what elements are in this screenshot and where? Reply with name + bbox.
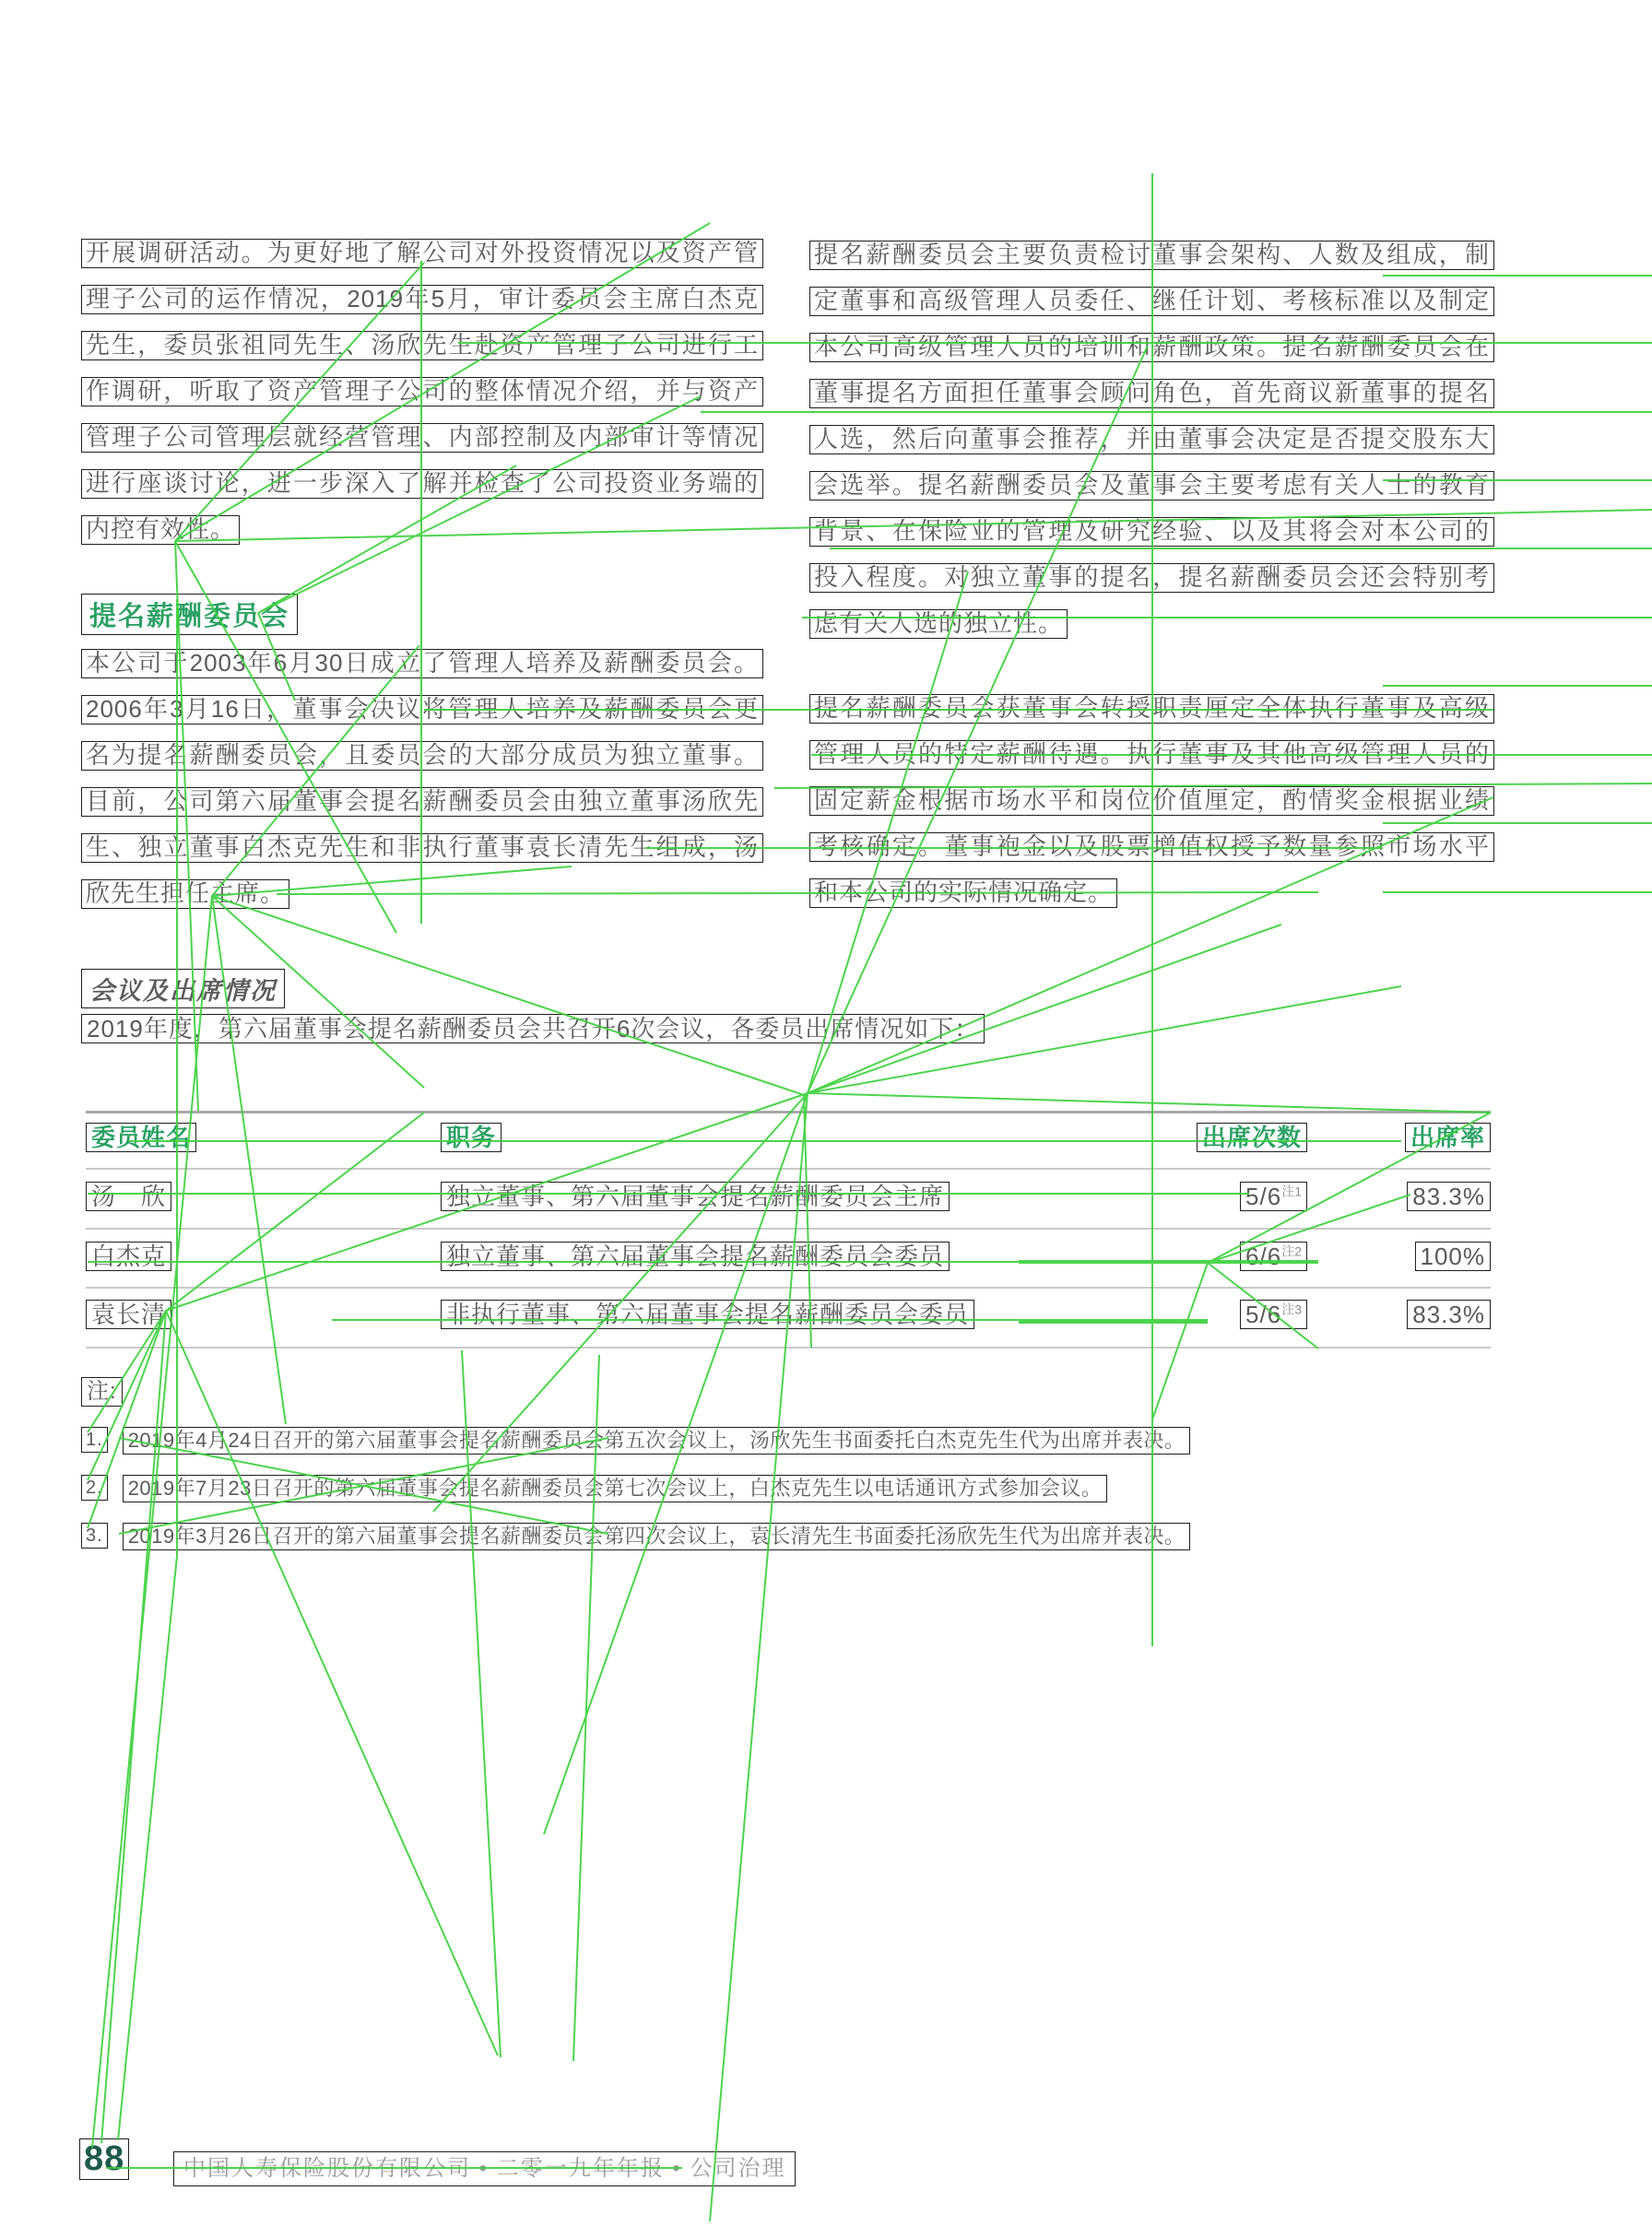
text-line: 管理子公司管理层就经营管理、内部控制及内部审计等情况 bbox=[81, 423, 763, 453]
table-row bbox=[86, 1300, 1491, 1329]
meetings-intro-line bbox=[81, 1014, 985, 1043]
member-name: 袁长清 bbox=[86, 1300, 171, 1329]
left-column-paragraph-1 bbox=[81, 239, 763, 561]
note-reference: 注2 bbox=[1281, 1243, 1302, 1259]
note-number: 1. bbox=[81, 1427, 108, 1453]
header-label: 职务 bbox=[441, 1123, 502, 1152]
member-title: 独立董事、第六届董事会提名薪酬委员会主席 bbox=[441, 1182, 950, 1211]
cell-position bbox=[441, 1300, 1040, 1329]
table-rule bbox=[86, 1228, 1491, 1230]
text-line: 定董事和高级管理人员委任、继任计划、考核标准以及制定 bbox=[809, 287, 1494, 316]
table-bottom-rule bbox=[86, 1347, 1491, 1349]
text-line: 开展调研活动。为更好地了解公司对外投资情况以及资产管 bbox=[81, 239, 763, 268]
text-line: 内控有效性。 bbox=[81, 515, 240, 545]
text-line: 2006年3月16日，董事会决议将管理人培养及薪酬委员会更 bbox=[81, 695, 763, 724]
table-rule bbox=[86, 1287, 1491, 1289]
text-line: 理子公司的运作情况，2019年5月，审计委员会主席白杰克 bbox=[81, 285, 763, 314]
text-line: 董事提名方面担任董事会顾问角色，首先商议新董事的提名 bbox=[809, 379, 1494, 408]
text-line: 进行座谈讨论，进一步深入了解并检查了公司投资业务端的 bbox=[81, 469, 763, 499]
attendance-rate: 83.3% bbox=[1407, 1300, 1491, 1329]
table-rule bbox=[86, 1168, 1491, 1170]
member-title: 独立董事、第六届董事会提名薪酬委员会委员 bbox=[441, 1242, 950, 1271]
header-cell-member-name bbox=[86, 1123, 441, 1152]
member-name: 白杰克 bbox=[86, 1242, 171, 1271]
cell-position bbox=[441, 1182, 1040, 1211]
cell-member-name bbox=[86, 1182, 441, 1211]
note-number: 2. bbox=[81, 1475, 108, 1501]
table-row bbox=[86, 1182, 1491, 1211]
left-column-paragraph-2 bbox=[81, 649, 763, 925]
cell-member-name bbox=[86, 1242, 441, 1271]
text-line: 背景、在保险业的管理及研究经验、以及其将会对本公司的 bbox=[809, 517, 1494, 547]
text-line: 本公司高级管理人员的培训和薪酬政策。提名薪酬委员会在 bbox=[809, 333, 1494, 362]
cell-member-name bbox=[86, 1300, 441, 1329]
cell-rate bbox=[1307, 1300, 1491, 1329]
note-reference: 注1 bbox=[1281, 1184, 1302, 1199]
section-heading-nomination-remuneration-committee: 提名薪酬委员会 bbox=[81, 594, 298, 635]
cell-attendance bbox=[1040, 1182, 1307, 1211]
note-item bbox=[81, 1427, 1190, 1455]
text-line: 和本公司的实际情况确定。 bbox=[809, 878, 1117, 908]
header-cell-attendance bbox=[1040, 1123, 1307, 1152]
footer-text: 中国人寿保险股份有限公司 • 二零一九年年报 • 公司治理 bbox=[173, 2151, 796, 2186]
text-line: 人选，然后向董事会推荐，并由董事会决定是否提交股东大 bbox=[809, 425, 1494, 454]
text-line: 本公司于2003年6月30日成立了管理人培养及薪酬委员会。 bbox=[81, 649, 763, 678]
notes-label bbox=[81, 1377, 123, 1407]
text-line: 提名薪酬委员会主要负责检讨董事会架构、人数及组成，制 bbox=[809, 241, 1494, 270]
note-item bbox=[81, 1475, 1107, 1502]
note-reference: 注3 bbox=[1281, 1302, 1302, 1317]
attendance-rate: 83.3% bbox=[1407, 1182, 1491, 1211]
attendance-count: 5/6 bbox=[1245, 1183, 1282, 1210]
right-column-paragraph-1 bbox=[809, 241, 1494, 655]
text-line: 目前，公司第六届董事会提名薪酬委员会由独立董事汤欣先 bbox=[81, 787, 763, 817]
member-title: 非执行董事、第六届董事会提名薪酬委员会委员 bbox=[441, 1300, 974, 1329]
text-line: 投入程度。对独立董事的提名，提名薪酬委员会还会特别考 bbox=[809, 563, 1494, 593]
note-text: 2019年3月26日召开的第六届董事会提名薪酬委员会第四次会议上，袁长清先生书面委托汤欣先生代为出席并表决。 bbox=[123, 1523, 1191, 1550]
header-cell-rate bbox=[1307, 1123, 1491, 1152]
note-text: 2019年7月23日召开的第六届董事会提名薪酬委员会第七次会议上，白杰克先生以电话通讯方式参加会议。 bbox=[123, 1475, 1108, 1502]
text-line: 会选举。提名薪酬委员会及董事会主要考虑有关人士的教育 bbox=[809, 471, 1494, 501]
header-label: 出席率 bbox=[1405, 1123, 1491, 1152]
text-line: 名为提名薪酬委员会，且委员会的大部分成员为独立董事。 bbox=[81, 741, 763, 771]
text-line: 2019年度，第六届董事会提名薪酬委员会共召开6次会议，各委员出席情况如下： bbox=[81, 1014, 985, 1043]
notes-label-text: 注: bbox=[81, 1377, 123, 1407]
header-cell-position bbox=[441, 1123, 1040, 1152]
attendance-count: 5/6 bbox=[1245, 1301, 1282, 1328]
attendance-count: 6/6 bbox=[1245, 1243, 1282, 1270]
member-name: 汤 欣 bbox=[86, 1182, 171, 1211]
header-label: 出席次数 bbox=[1197, 1123, 1307, 1152]
cell-attendance bbox=[1040, 1300, 1307, 1329]
note-number: 3. bbox=[81, 1523, 108, 1549]
note-text: 2019年4月24日召开的第六届董事会提名薪酬委员会第五次会议上，汤欣先生书面委托白杰克先生代为出席并表决。 bbox=[123, 1427, 1191, 1455]
cell-rate bbox=[1307, 1182, 1491, 1211]
attendance-rate: 100% bbox=[1415, 1242, 1492, 1271]
text-line: 生、独立董事白杰克先生和非执行董事袁长清先生组成，汤 bbox=[81, 833, 763, 863]
text-line: 固定薪金根据市场水平和岗位价值厘定，酌情奖金根据业绩 bbox=[809, 786, 1494, 816]
text-line: 先生，委员张祖同先生、汤欣先生赴资产管理子公司进行工 bbox=[81, 331, 763, 360]
subsection-heading-meetings-attendance: 会议及出席情况 bbox=[81, 969, 285, 1008]
header-label: 委员姓名 bbox=[86, 1123, 196, 1152]
text-line: 考核确定。董事袍金以及股票增值权授予数量参照市场水平 bbox=[809, 832, 1494, 862]
text-line: 欣先生担任主席。 bbox=[81, 879, 289, 909]
note-item bbox=[81, 1523, 1190, 1550]
cell-position bbox=[441, 1242, 1040, 1271]
text-line: 提名薪酬委员会获董事会转授职责厘定全体执行董事及高级 bbox=[809, 694, 1494, 724]
table-header-row bbox=[86, 1123, 1491, 1152]
table-top-rule bbox=[86, 1111, 1491, 1113]
text-line: 虑有关人选的独立性。 bbox=[809, 609, 1068, 639]
text-line: 作调研，听取了资产管理子公司的整体情况介绍，并与资产 bbox=[81, 377, 763, 406]
text-line: 管理人员的特定薪酬待遇。执行董事及其他高级管理人员的 bbox=[809, 740, 1494, 770]
table-row bbox=[86, 1242, 1491, 1271]
page-number: 88 bbox=[79, 2138, 129, 2180]
right-column-paragraph-2 bbox=[809, 694, 1494, 925]
cell-rate bbox=[1307, 1242, 1491, 1271]
cell-attendance bbox=[1040, 1242, 1307, 1271]
